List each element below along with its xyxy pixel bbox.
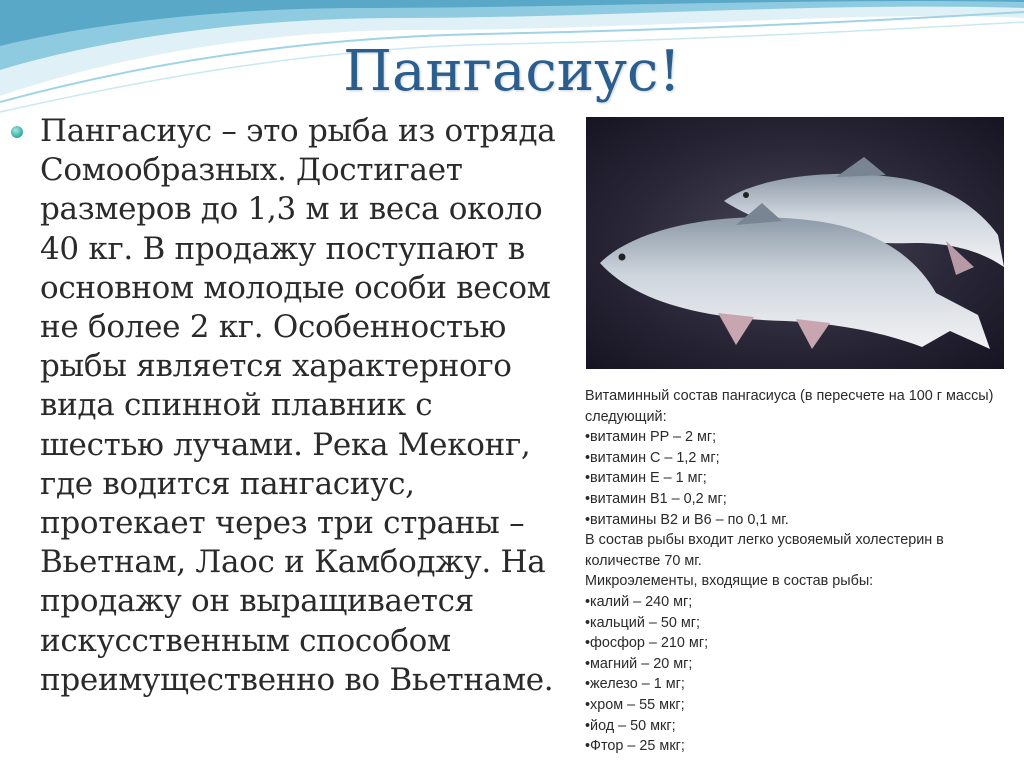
side-line: •витамин E – 1 мг; <box>585 470 707 487</box>
side-line: •витамин B1 – 0,2 мг; <box>585 490 727 507</box>
pangasius-fish-photo <box>586 117 1004 369</box>
side-line: •магний – 20 мг; <box>585 655 693 672</box>
slide-title: Пангасиус! <box>343 39 681 104</box>
side-line: •фосфор – 210 мг; <box>585 635 709 652</box>
bullet-icon <box>11 126 23 138</box>
side-line: •кальций – 50 мг; <box>585 614 701 631</box>
side-line: •йод – 50 мкг; <box>585 717 676 734</box>
side-line: •хром – 55 мкг; <box>585 696 685 713</box>
side-line: •железо – 1 мг; <box>585 676 685 693</box>
fish-illustration <box>586 117 1004 369</box>
side-line: Микроэлементы, входящие в состав рыбы: <box>585 573 874 590</box>
side-line: •Фтор – 25 мкг; <box>585 738 685 755</box>
side-line: •витамины B2 и B6 – по 0,1 мг. <box>585 511 789 528</box>
side-line: В состав рыбы входит легко усвояемый холестерин в количестве 70 мг. <box>585 532 944 569</box>
side-line: Витаминный состав пангасиуса (в пересчете на 100 г массы) следующий: <box>585 388 994 425</box>
main-paragraph: Пангасиус – это рыба из отряда Сомообразных. Достигает размеров до 1,3 м и веса около 40 кг. В продажу поступают в основном молодые особи весом не более 2 кг. Особенностью рыбы является характерного вида спинной плавник с шестью лучами. Река Меконг, где водится пангасиус, протекает через три страны – Вьетнам, Лаос и Камбоджу. На продажу он выращивается искусственным способом преимущественно во Вьетнаме. <box>40 113 556 698</box>
side-line: •витамин PP – 2 мг; <box>585 429 717 446</box>
side-line: •витамин C – 1,2 мг; <box>585 449 720 466</box>
nutrition-info <box>585 386 1013 757</box>
side-line: •калий – 240 мг; <box>585 593 693 610</box>
